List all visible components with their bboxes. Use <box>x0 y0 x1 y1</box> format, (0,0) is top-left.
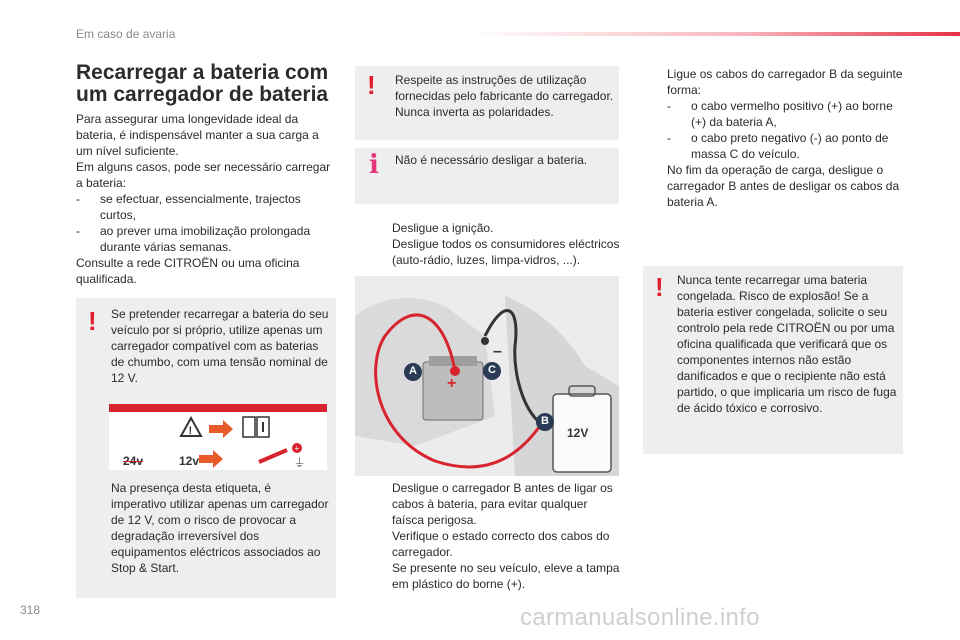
warning-icon: ! <box>88 306 97 336</box>
list-item: Se presente no seu veículo, eleve a tampa em plástico do borne (+). <box>392 561 620 591</box>
negative-clamp <box>481 337 489 345</box>
label-24v: 24v <box>123 454 144 468</box>
watermark: carmanualsonline.info <box>520 604 760 631</box>
page-title-line-2: um carregador de bateria <box>76 83 329 106</box>
list-item: Desligue todos os consumidores eléctricos (auto-rádio, luzes, limpa-vidros, ...). <box>392 237 620 267</box>
intro-paragraph: Para assegurar uma longevidade ideal da bateria, é indispensável manter a sua carga a um nível suficiente. <box>76 112 319 158</box>
voltage-label-figure <box>109 404 327 470</box>
warning-box-frozen-battery <box>643 266 903 454</box>
sub-list-item: - o cabo vermelho positivo (+) ao borne (+) da bateria A, <box>667 99 893 129</box>
diagram-graphic <box>355 276 619 476</box>
ground-icon: ⏚ <box>293 456 306 470</box>
warning-caption: Na presença desta etiqueta, é imperativo utilizar apenas um carregador de 12 V, com o risco de provocar a degradação irreversível dos equipamentos eléctricos associados ao Stop & Start. <box>111 481 329 575</box>
header-title: Em caso de avaria <box>76 27 176 41</box>
page-number: 318 <box>20 603 41 617</box>
list-item: Verifique o estado correcto dos cabos do carregador. <box>392 529 610 559</box>
intro-paragraph: Consulte a rede CITROËN ou uma oficina qualificada. <box>76 256 300 286</box>
clamp-cable-icon <box>259 450 287 462</box>
steps-list-right <box>645 66 907 210</box>
warning-box-instructions <box>355 66 619 140</box>
warning-icon: ! <box>655 272 664 302</box>
label-b: B <box>541 415 549 427</box>
list-item: No fim da operação de carga, desligue o carregador B antes de desligar os cabos da bateria A. <box>667 163 900 209</box>
battery-charging-diagram <box>355 276 619 476</box>
minus-sign: – <box>493 343 502 360</box>
page-title-line-1: Recarregar a bateria com <box>76 61 329 84</box>
list-item: - se efectuar, essencialmente, trajectos curtos, <box>76 192 301 222</box>
warning-triangle-glyph: ! <box>188 425 193 437</box>
charger-label: 12V <box>567 426 589 440</box>
plus-sign: + <box>447 375 457 392</box>
intro-paragraph: Em alguns casos, pode ser necessário carregar a bateria: <box>76 160 331 190</box>
arrow-icon <box>209 420 233 438</box>
info-icon: i <box>369 150 379 180</box>
arrow-icon <box>199 450 223 468</box>
dash-marker: - <box>667 131 671 145</box>
warning-icon: ! <box>367 70 376 100</box>
manual-book-icon <box>243 417 255 437</box>
list-item: Desligue a ignição. <box>392 221 494 235</box>
svg-text:+: + <box>294 444 300 453</box>
list-item: - ao prever uma imobilização prolongada durante várias semanas. <box>76 224 311 254</box>
warning-box-charger <box>76 298 336 598</box>
info-text: Não é necessário desligar a bateria. <box>395 153 588 167</box>
warning-text: Respeite as instruções de utilização fornecidas pelo fabricante do carregador. Nunca inverta as polaridades. <box>395 73 614 119</box>
header-accent-bar <box>470 32 960 36</box>
info-box <box>355 148 619 204</box>
page-title <box>76 62 336 106</box>
dash-marker: - <box>667 99 671 113</box>
intro-text <box>76 111 334 287</box>
dash-marker: - <box>76 224 80 238</box>
list-item: Ligue os cabos do carregador B da seguinte forma: <box>667 67 903 97</box>
list-item: Desligue o carregador B antes de ligar os cabos à bateria, para evitar qualquer faísca perigosa. <box>392 481 613 527</box>
label-a: A <box>409 365 417 377</box>
steps-list-top <box>370 220 620 268</box>
warning-text: Se pretender recarregar a bateria do seu veículo por si próprio, utilize apenas um carregador compatível com as baterias de chumbo, com uma tensão nominal de 12 V. <box>111 307 329 385</box>
sub-list-item: - o cabo preto negativo (-) ao ponto de massa C do veículo. <box>667 131 889 161</box>
label-c: C <box>488 364 496 376</box>
warning-text: Nunca tente recarregar uma bateria congelada. Risco de explosão! Se a bateria estiver congelada, solicite o seu controlo pela rede CITROËN ou por uma oficina qualificada que verificará que os componentes internos não estão danificados e que o recipiente não está partido, o que implicaria um risco de fuga de ácido tóxico e corrosivo. <box>677 273 897 415</box>
label-12v: 12v <box>179 454 200 468</box>
steps-list-bottom <box>370 480 622 592</box>
dash-marker: - <box>76 192 80 206</box>
